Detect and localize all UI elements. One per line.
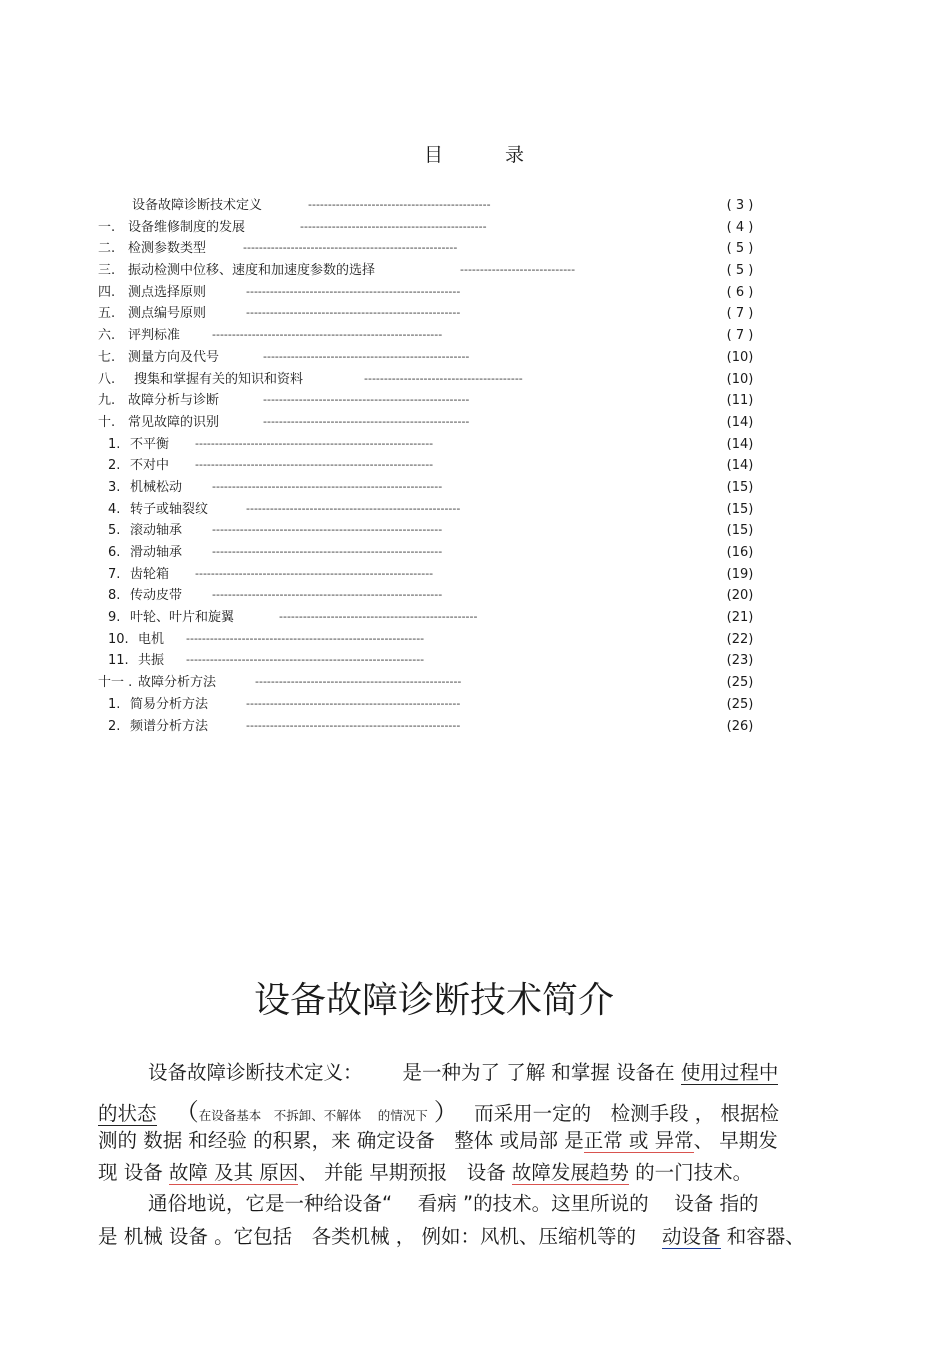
toc-entry-number: 7. <box>108 566 121 582</box>
toc-leader-dashes: ---------------------------------------------------------- <box>212 328 443 342</box>
toc-leader-dashes: ---------------------------------------------------- <box>255 675 462 689</box>
toc-entry-page: (26) <box>726 718 754 734</box>
toc-entry-page: (11) <box>726 393 754 409</box>
toc-entry-label: 机械松动 <box>130 479 183 495</box>
toc-leader-dashes: ------------------------------------------------------------ <box>195 566 434 580</box>
toc-entry-page: (23) <box>726 653 754 669</box>
underlined-term: 正常 或 异常 <box>583 1129 694 1152</box>
toc-entry-page: (15) <box>726 501 754 517</box>
toc-entry-number: 10. <box>108 631 129 647</box>
toc-title-left: 目 <box>423 144 445 166</box>
toc-entry-page: (15) <box>726 523 754 539</box>
toc-entry-number: 2. <box>108 458 121 474</box>
toc-entry[interactable] <box>98 325 778 347</box>
table-of-contents <box>98 195 778 737</box>
toc-leader-dashes: ------------------------------------------------------------ <box>195 458 434 472</box>
toc-entry-number: 三. <box>98 263 116 279</box>
toc-entry-label: 滚动轴承 <box>130 523 183 539</box>
toc-entry-label: 测点选择原则 <box>128 284 207 300</box>
toc-leader-dashes: ---------------------------------------------- <box>308 198 491 211</box>
toc-entry[interactable] <box>98 650 778 672</box>
toc-entry-label: 叶轮、叶片和旋翼 <box>130 610 235 626</box>
toc-entry-page: ( 5 ) <box>726 263 754 279</box>
toc-leader-dashes: ------------------------------------------------------ <box>243 241 458 255</box>
paragraph-1-line-4: 现 设备 故障 及其 原因、 并能 早期预报 设备 故障发展趋势 的一门技术。 <box>98 1161 753 1184</box>
toc-leader-dashes: ------------------------------------------------------------ <box>186 631 425 645</box>
toc-leader-dashes: ---------------------------------------- <box>364 371 523 385</box>
toc-entry-label: 滑动轴承 <box>130 545 183 560</box>
toc-leader-dashes: ---------------------------------------------------------- <box>212 479 443 493</box>
toc-entry[interactable] <box>98 412 778 434</box>
toc-entry[interactable] <box>98 390 778 412</box>
underlined-term: 动设备 <box>662 1225 721 1248</box>
toc-entry-number: 9. <box>108 610 121 626</box>
toc-entry-page: (25) <box>726 675 754 691</box>
toc-entry-number: 九. <box>98 393 116 409</box>
toc-entry-page: (25) <box>726 696 754 712</box>
toc-title-right: 录 <box>505 144 527 166</box>
toc-entry-number: 1. <box>108 436 121 452</box>
toc-entry-number: 5. <box>108 523 121 539</box>
toc-entry-page: (16) <box>726 545 754 560</box>
toc-entry-page: (10) <box>726 349 754 365</box>
toc-entry-number: 一. <box>98 219 116 235</box>
toc-entry[interactable] <box>98 195 778 217</box>
toc-entry-number: 2. <box>108 718 121 734</box>
toc-entry-label: 电机 <box>138 631 165 647</box>
toc-entry[interactable] <box>98 347 778 369</box>
toc-entry-label: 频谱分析方法 <box>130 718 209 734</box>
page-title: 设备故障诊断技术简介 <box>253 980 614 1021</box>
toc-entry[interactable] <box>98 694 778 716</box>
toc-entry-number: 3. <box>108 479 121 495</box>
toc-entry-label: 传动皮带 <box>130 588 183 604</box>
toc-leader-dashes: ---------------------------------------------------- <box>263 393 470 407</box>
toc-entry-page: (14) <box>726 458 754 474</box>
toc-leader-dashes: ------------------------------------------------------ <box>246 696 461 710</box>
toc-entry-number: 六. <box>98 328 116 344</box>
toc-leader-dashes: ---------------------------------------------------------- <box>212 588 443 602</box>
toc-entry[interactable] <box>98 585 778 607</box>
toc-entry[interactable] <box>98 520 778 542</box>
toc-entry-label: 齿轮箱 <box>130 566 170 582</box>
toc-entry[interactable] <box>98 629 778 651</box>
underlined-term: 故障 及其 原因 <box>168 1161 299 1184</box>
toc-entry-page: (14) <box>726 436 754 452</box>
toc-entry[interactable] <box>98 564 778 586</box>
toc-entry-number: 五. <box>98 306 116 322</box>
toc-entry-label: 检测参数类型 <box>128 241 207 257</box>
toc-entry-number: 七. <box>98 349 116 365</box>
toc-entry-label: 设备维修制度的发展 <box>128 219 246 235</box>
toc-entry-page: ( 7 ) <box>726 306 754 322</box>
toc-leader-dashes: ------------------------------------------------------ <box>246 306 461 320</box>
toc-leader-dashes: ----------------------------------------------- <box>300 219 487 233</box>
toc-entry-number: 1. <box>108 696 121 712</box>
toc-entry-label: 共振 <box>138 653 165 669</box>
toc-entry-number: 二. <box>98 241 116 257</box>
toc-entry[interactable] <box>98 455 778 477</box>
toc-entry-label: 转子或轴裂纹 <box>130 501 209 517</box>
toc-entry-page: ( 4 ) <box>726 219 754 235</box>
toc-entry-page: (15) <box>726 479 754 495</box>
toc-entry-label: 搜集和掌握有关的知识和资料 <box>134 371 304 387</box>
toc-entry-number: 十一 . <box>98 675 133 691</box>
toc-entry-number: 八. <box>98 371 116 387</box>
toc-entry-label: 简易分析方法 <box>130 696 209 712</box>
toc-entry-page: (22) <box>726 631 754 647</box>
toc-entry[interactable] <box>98 542 778 564</box>
toc-entry-page: ( 5 ) <box>726 241 754 257</box>
toc-entry-number: 四. <box>98 284 116 300</box>
toc-entry-page: (14) <box>726 414 754 430</box>
toc-entry[interactable] <box>98 477 778 499</box>
toc-leader-dashes: ---------------------------------------------------------- <box>212 545 443 558</box>
toc-entry-label: 故障分析方法 <box>138 675 217 691</box>
toc-entry[interactable] <box>98 369 778 391</box>
toc-entry-label: 常见故障的识别 <box>128 414 220 430</box>
toc-entry[interactable] <box>98 434 778 456</box>
paragraph-2-line-1: 通俗地说，它是一种给设备“ 看病 ”的技术。这里所说的 设备 指的 <box>148 1192 759 1215</box>
toc-entry[interactable] <box>98 282 778 304</box>
toc-entry[interactable] <box>98 499 778 521</box>
underlined-term: 使用过程中 <box>680 1061 779 1084</box>
toc-leader-dashes: ------------------------------------------------------ <box>246 284 461 298</box>
toc-entry[interactable] <box>98 303 778 325</box>
toc-entry-number: 4. <box>108 501 121 517</box>
toc-entry-label: 测量方向及代号 <box>128 349 220 365</box>
paragraph-1-line-3: 测的 数据 和经验 的积累，来 确定设备 整体 或局部 是正常 或 异常、 早期发 <box>98 1129 778 1152</box>
toc-entry[interactable] <box>98 238 778 260</box>
toc-entry-label: 评判标准 <box>128 328 181 344</box>
toc-leader-dashes: ---------------------------------------------------- <box>263 349 470 363</box>
toc-entry-page: ( 7 ) <box>726 328 754 344</box>
toc-leader-dashes: ------------------------------------------------------ <box>246 501 461 515</box>
toc-entry-label: 不对中 <box>130 458 170 474</box>
toc-entry[interactable] <box>98 716 778 738</box>
toc-entry-page: ( 3 ) <box>726 198 754 213</box>
toc-entry-page: (19) <box>726 566 754 582</box>
toc-entry-number: 8. <box>108 588 121 604</box>
toc-entry-label: 测点编号原则 <box>128 306 207 322</box>
toc-entry[interactable] <box>98 607 778 629</box>
toc-entry[interactable] <box>98 260 778 282</box>
toc-entry-label: 振动检测中位移、速度和加速度参数的选择 <box>128 263 376 279</box>
toc-leader-dashes: ------------------------------------------------------------ <box>195 436 434 450</box>
toc-title <box>0 140 950 167</box>
paragraph-1-line-1: 设备故障诊断技术定义： 是一种为了 了解 和掌握 设备在 使用过程中 <box>148 1061 779 1084</box>
toc-entry[interactable] <box>98 217 778 239</box>
toc-entry-label: 设备故障诊断技术定义 <box>132 198 263 213</box>
toc-entry-number: 11. <box>108 653 129 669</box>
toc-entry-page: (21) <box>726 610 754 626</box>
toc-leader-dashes: ---------------------------------------------------------- <box>212 523 443 537</box>
toc-leader-dashes: ----------------------------- <box>460 263 576 277</box>
toc-entry-label: 不平衡 <box>130 436 170 452</box>
toc-entry-label: 故障分析与诊断 <box>128 393 220 409</box>
toc-entry-number: 十. <box>98 414 116 430</box>
underlined-term: 的状态 <box>98 1102 157 1125</box>
toc-entry-page: (10) <box>726 371 754 387</box>
paragraph-2-line-2: 是 机械 设备 。它包括 各类机械 ， 例如：风机、压缩机等的 动设备 和容器、 <box>98 1225 805 1248</box>
toc-entry-page: (20) <box>726 588 754 604</box>
paragraph-1-line-2: 的状态 （在设备基本 不拆卸、不解体 的情况下 ） 而采用一定的 检测手段 ， 根据检 <box>98 1098 780 1126</box>
toc-leader-dashes: -------------------------------------------------- <box>279 610 478 624</box>
toc-entry-number: 6. <box>108 545 121 560</box>
toc-leader-dashes: ------------------------------------------------------------ <box>186 653 425 667</box>
toc-leader-dashes: ------------------------------------------------------ <box>246 718 461 732</box>
toc-entry-page: ( 6 ) <box>726 284 754 300</box>
toc-entry[interactable] <box>98 672 778 694</box>
toc-leader-dashes: ---------------------------------------------------- <box>263 414 470 428</box>
underlined-term: 故障发展趋势 <box>511 1161 629 1184</box>
